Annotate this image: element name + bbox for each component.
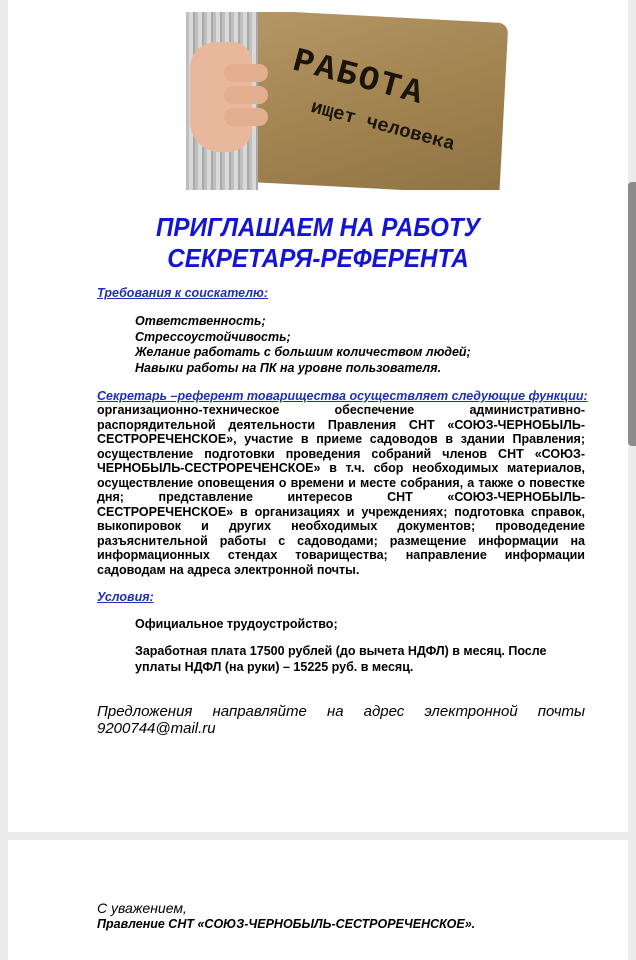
page-title-line1: ПРИГЛАШАЕМ НА РАБОТУ bbox=[155, 212, 481, 242]
document-page-1 bbox=[8, 0, 628, 832]
offer-line: Предложения направляйте на адрес электронной почты bbox=[97, 703, 585, 720]
sign-title: РАБОТА bbox=[288, 42, 429, 115]
finger bbox=[224, 64, 268, 82]
conditions-heading: Условия: bbox=[97, 590, 154, 604]
closing-signature: Правление СНТ «СОЮЗ-ЧЕРНОБЫЛЬ-СЕСТРОРЕЧЕНСКОЕ». bbox=[97, 917, 476, 931]
functions-text: организационно-техническое обеспечение административно-распорядительной деятельности Правления СНТ «СОЮЗ-ЧЕРНОБЫЛЬ-СЕСТРОРЕЧЕНСКОЕ», участие в приеме садоводов в здании Правления; осуществление подготовки проведения собраний членов СНТ «СОЮЗ-ЧЕРНОБЫЛЬ-СЕСТРОРЕЧЕНСКОЕ» в т.ч. сбор необходимых материалов, осуществление оповещения о времени и месте собрания, а также о повестке дня; представление интересов СНТ «СОЮЗ-ЧЕРНОБЫЛЬ-СЕСТРОРЕЧЕНСКОЕ» в организациях и учреждениях; подготовка справок, выкопировок и других необходимых документов; проводедение разъяснительной работы с садоводами; размещение информации на информационных стендах товарищества; направление информации садоводам на адреса электронной почты. bbox=[97, 403, 585, 577]
list-item: Стрессоустойчивость; bbox=[135, 329, 291, 344]
sign-subtitle: ищет человека bbox=[308, 96, 458, 156]
salary-condition: Заработная плата 17500 рублей (до вычета НДФЛ) в месяц. После уплаты НДФЛ (на руки) – 15225 руб. в месяц. bbox=[135, 644, 547, 674]
functions-heading: Секретарь –референт товарищества осуществляет следующие функции: bbox=[97, 389, 588, 403]
list-item: Ответственность; bbox=[135, 314, 266, 328]
document-page-2 bbox=[8, 840, 628, 960]
cardboard-sign bbox=[226, 12, 508, 190]
finger bbox=[224, 108, 268, 126]
list-item: Навыки работы на ПК на уровне пользователя. bbox=[135, 360, 442, 375]
closing-regards: С уважением, bbox=[97, 900, 187, 916]
job-search-photo bbox=[186, 12, 508, 190]
requirements-list bbox=[135, 314, 471, 376]
finger bbox=[224, 86, 268, 104]
list-item: Желание работать с большим количеством людей; bbox=[135, 345, 471, 359]
scrollbar-thumb[interactable] bbox=[628, 182, 636, 446]
requirements-heading: Требования к соискателю: bbox=[97, 286, 269, 300]
offer-text bbox=[97, 703, 585, 737]
employment-condition: Официальное трудоустройство; bbox=[135, 617, 338, 631]
page-title-line2: СЕКРЕТАРЯ-РЕФЕРЕНТА bbox=[167, 243, 469, 273]
contact-email: 9200744@mail.ru bbox=[97, 720, 216, 737]
